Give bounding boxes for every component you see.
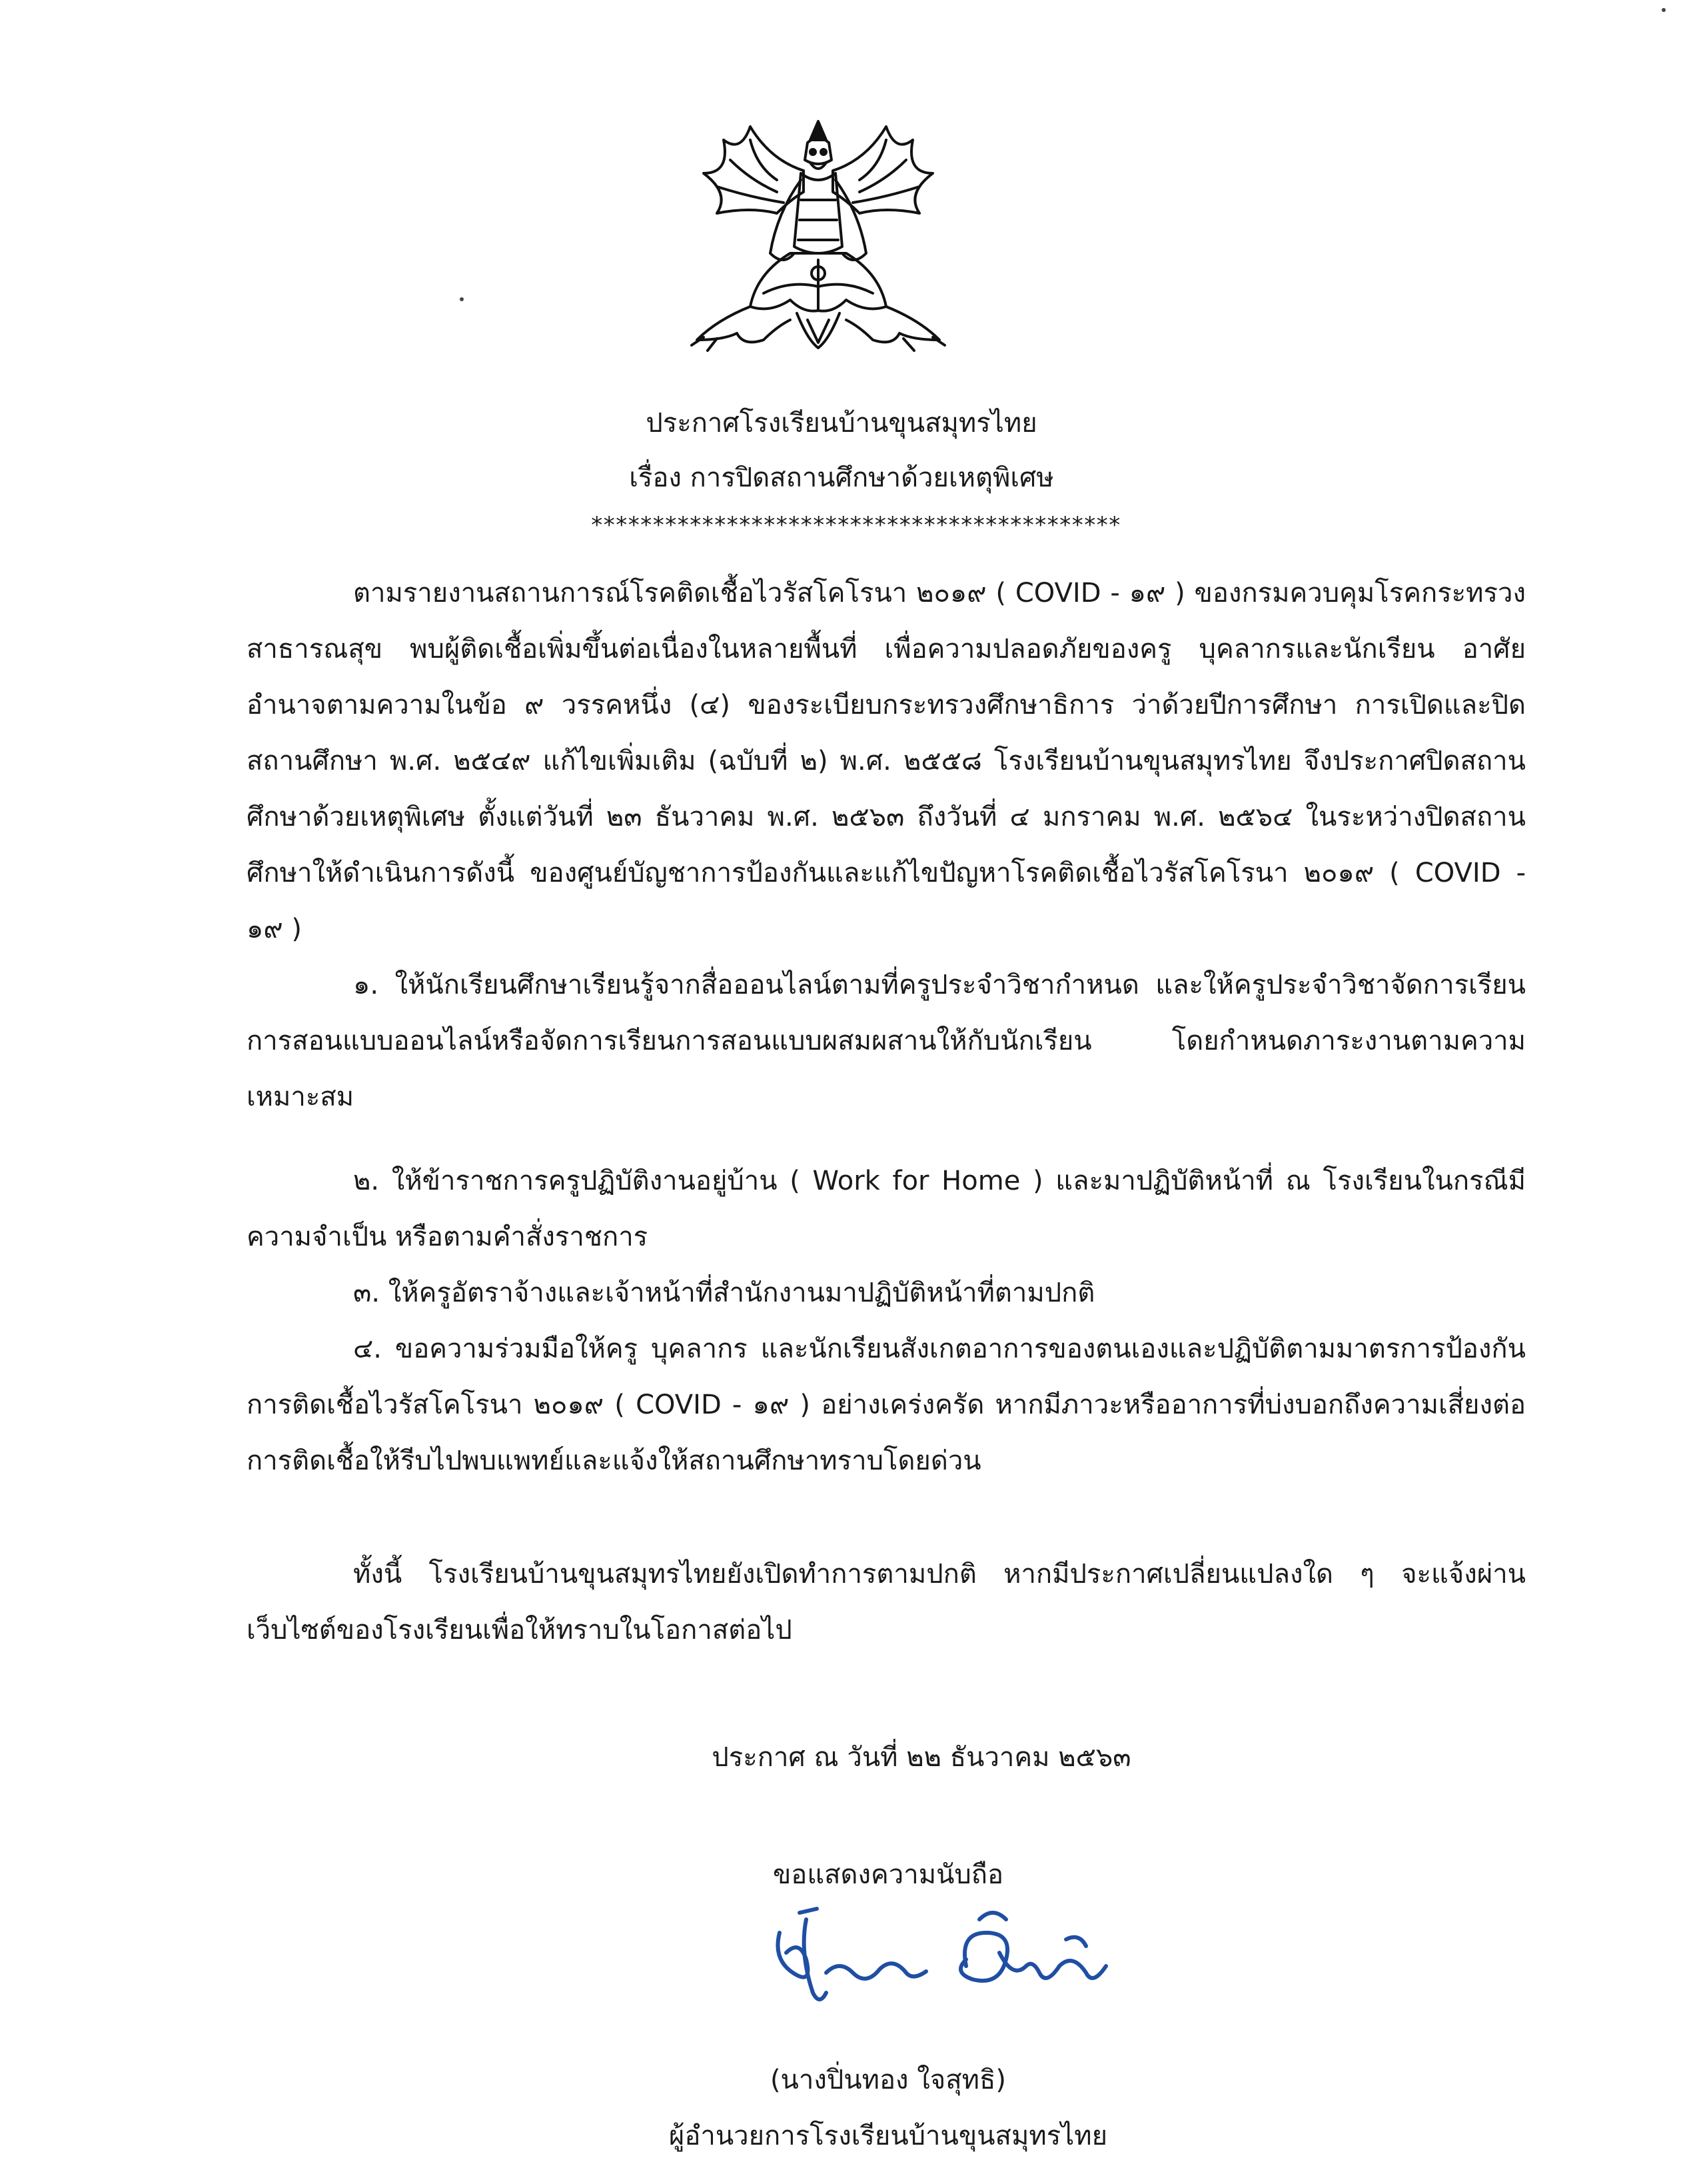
announcement-subject: เรื่อง การปิดสถานศึกษาด้วยเหตุพิเศษ [629,463,1054,493]
announcement-date: ประกาศ ณ วันที่ ๒๒ ธันวาคม ๒๕๖๓ [712,1742,1131,1773]
intro-paragraph: ตามรายงานสถานการณ์โรคติดเชื้อไวรัสโคโรนา ๒๐๑๙ ( COVID - ๑๙ ) ของกรมควบคุมโรคกระทรวงสาธารณสุข พบผู้ติดเชื้อเพิ่มขึ้นต่อเนื่องในหลายพื้นที่ เพื่อความปลอดภัยของครู บุคลากรและนักเรียน อาศัยอำนาจตามความในข้อ ๙ วรรคหนึ่ง (๔) ของระเบียบกระทรวงศึกษาธิการ ว่าด้วยปีการศึกษา การเปิดและปิดสถานศึกษา พ.ศ. ๒๕๔๙ แก้ไขเพิ่มเติม (ฉบับที่ ๒) พ.ศ. ๒๕๕๘ โรงเรียนบ้านขุนสมุทรไทย จึงประกาศปิดสถานศึกษาด้วยเหตุพิเศษ ตั้งแต่วันที่ ๒๓ ธันวาคม พ.ศ. ๒๕๖๓ ถึงวันที่ ๔ มกราคม พ.ศ. ๒๕๖๔ ในระหว่างปิดสถานศึกษาให้ดำเนินการดังนี้ ของศูนย์บัญชาการป้องกันและแก้ไขปัญหาโรคติดเชื้อไวรัสโคโรนา ๒๐๑๙ ( COVID - ๑๙ ) [247,578,1526,944]
garuda-emblem-icon [677,113,959,367]
announcement-title: ประกาศโรงเรียนบ้านขุนสมุทรไทย [646,408,1037,439]
handwritten-signature [753,1893,1126,2026]
scan-speck [460,297,464,301]
item-4: ๔. ขอความร่วมมือให้ครู บุคลากร และนักเรียนสังเกตอาการของตนเองและปฏิบัติตามมาตรการป้องกันการติดเชื้อไวรัสโคโรนา ๒๐๑๙ ( COVID - ๑๙ ) อย่างเคร่งครัด หากมีภาวะหรืออาการที่บ่งบอกถึงความเสี่ยงต่อการติดเชื้อให้รีบไปพบแพทย์และแจ้งให้สถานศึกษาทราบโดยด่วน [247,1334,1526,1476]
signer-name: (นางปิ่นทอง ใจสุทธิ) [770,2065,1007,2095]
item-3: ๓. ให้ครูอัตราจ้างและเจ้าหน้าที่สำนักงานมาปฏิบัติหน้าที่ตามปกติ [353,1278,1095,1308]
closing-paragraph: ทั้งนี้ โรงเรียนบ้านขุนสมุทรไทยยังเปิดทำการตามปกติ หากมีประกาศเปลี่ยนแปลงใด ๆ จะแจ้งผ่านเว็บไซต์ของโรงเรียนเพื่อให้ทราบในโอกาสต่อไป [247,1559,1526,1645]
scan-speck [1662,8,1666,12]
signer-position: ผู้อำนวยการโรงเรียนบ้านขุนสมุทรไทย [668,2121,1108,2151]
item-1: ๑. ให้นักเรียนศึกษาเรียนรู้จากสื่อออนไลน์ตามที่ครูประจำวิชากำหนด และให้ครูประจำวิชาจัดการเรียนการสอนแบบออนไลน์หรือจัดการเรียนการสอนแบบผสมผสานให้กับนักเรียน โดยกำหนดภาระงานตามความเหมาะสม [247,970,1526,1112]
separator-line: ******************************************* [591,512,1121,539]
item-2: ๒. ให้ข้าราชการครูปฏิบัติงานอยู่บ้าน ( Work for Home ) และมาปฏิบัติหน้าที่ ณ โรงเรียนในกรณีมีความจำเป็น หรือตามคำสั่งราชการ [247,1166,1526,1252]
regards-line: ขอแสดงความนับถือ [772,1859,1004,1890]
